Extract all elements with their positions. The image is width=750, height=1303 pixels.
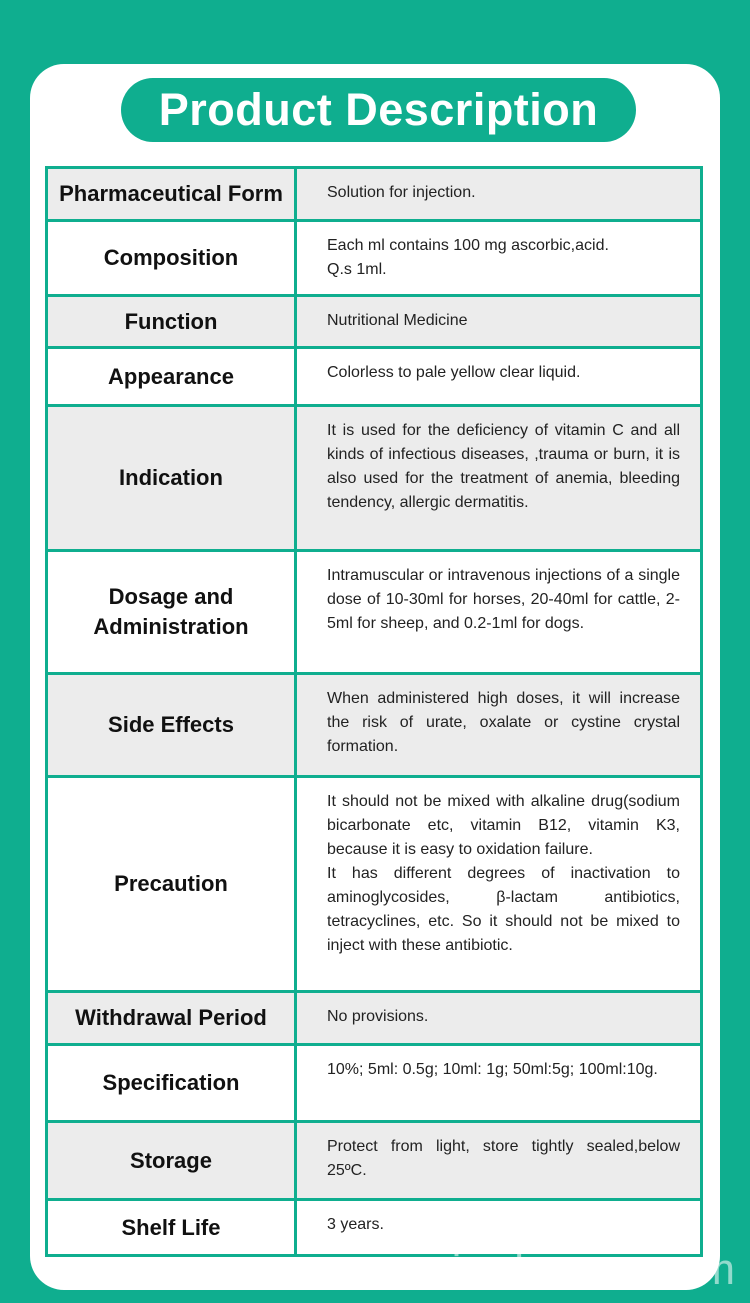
table-row-side-effects [47,674,702,777]
value-text: 10%; 5ml: 0.5g; 10ml: 1g; 50ml:5g; 100ml:10g. [327,1061,658,1078]
value-text: When administered high doses, it will increase the risk of urate, oxalate or cystine crystal formation. [327,690,680,755]
row-label: Withdrawal Period [47,992,296,1045]
row-label: Indication [47,406,296,551]
table-row-precaution [47,777,702,992]
table-row-indication [47,406,702,551]
row-label: Specification [47,1045,296,1122]
value-text: It should not be mixed with alkaline drug(sodium bicarbonate etc, vitamin B12, vitamin K3, because it is easy to oxidation failure. [327,793,680,858]
row-label: Pharmaceutical Form [47,168,296,221]
watermark: vi.rclvman.com [428,1245,736,1294]
value-text: Intramuscular or intravenous injections of a single dose of 10-30ml for horses, 20-40ml for cattle, 2-5ml for sheep, and 0.2-1ml for dogs. [327,567,680,632]
value-text: Q.s 1ml. [327,261,387,278]
value-text: It is used for the deficiency of vitamin C and all kinds of infectious diseases, ,trauma or burn, it is also used for the treatment of anemia, bleeding tendency, allergic dermatitis. [327,422,680,511]
row-label: Storage [47,1122,296,1200]
value-text: Each ml contains 100 mg ascorbic,acid. [327,237,609,254]
row-label: Appearance [47,348,296,406]
row-label: Side Effects [47,674,296,777]
label-line: Administration [93,614,249,639]
row-value [296,296,702,348]
table-row-dosage [47,551,702,674]
page-title: Product Description [158,84,599,135]
title-banner [121,78,636,142]
value-text: Protect from light, store tightly sealed,below 25ºC. [327,1138,680,1179]
label-line: Dosage and [108,584,234,609]
table-row-appearance [47,348,702,406]
row-value [296,674,702,777]
value-text: 3 years. [327,1216,384,1233]
value-text: Solution for injection. [327,184,476,201]
table-row-storage [47,1122,702,1200]
table-row-pharmaceutical-form [47,168,702,221]
row-label: Shelf Life [47,1200,296,1256]
row-label: Function [47,296,296,348]
row-value [296,221,702,296]
row-label [47,551,296,674]
row-value [296,1045,702,1122]
row-value [296,406,702,551]
row-label: Composition [47,221,296,296]
value-text: No provisions. [327,1008,429,1025]
table-row-function [47,296,702,348]
row-value [296,992,702,1045]
row-value [296,551,702,674]
value-text: Nutritional Medicine [327,312,468,329]
row-value [296,1122,702,1200]
value-text: It has different degrees of inactivation to aminoglycosides, β-lactam antibiotics, tetracyclines, etc. So it should not be mixed to inject with these antibiotic. [327,865,680,954]
product-description-table [45,166,703,1257]
table-row-composition [47,221,702,296]
table-row-withdrawal-period [47,992,702,1045]
row-label: Precaution [47,777,296,992]
value-text: Colorless to pale yellow clear liquid. [327,364,581,381]
row-value [296,168,702,221]
table-row-specification [47,1045,702,1122]
row-value [296,777,702,992]
row-value [296,348,702,406]
